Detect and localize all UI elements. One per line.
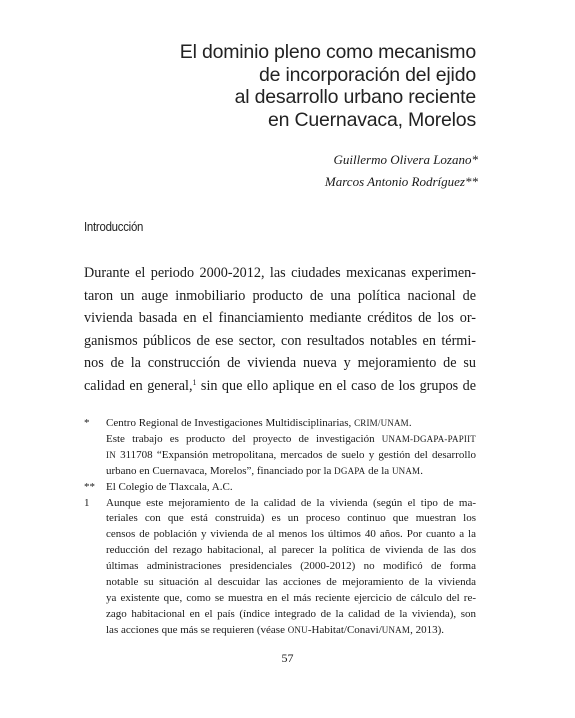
body-paragraph: [84, 262, 476, 398]
footnote-text: -Habitat/Conavi/: [307, 623, 382, 636]
footnote-line: notable su situación al descuidar las acciones de mejoramiento de la vivienda: [106, 576, 476, 589]
footnote-text: UNAM: [381, 624, 411, 635]
footnote-text: , 2013).: [410, 623, 445, 636]
footnote-text: Este trabajo es producto del proyecto de investigación: [106, 432, 382, 445]
footnote-text: urbano en Cuernavaca, Morelos”, financiado por la: [106, 464, 335, 477]
footnote: [84, 416, 476, 480]
title-line: El dominio pleno como mecanismo: [179, 41, 476, 63]
footnote-line: [106, 448, 476, 464]
footnote: [84, 480, 476, 496]
body-line: taron un auge inmobiliario producto de una política nacional de: [84, 287, 476, 304]
footnotes: [84, 416, 476, 639]
footnote-line: [106, 464, 476, 480]
author-name: Marcos Antonio Rodríguez**: [324, 174, 478, 189]
section-heading: Introducción: [84, 219, 144, 234]
footnote-text: DGAPA: [334, 465, 366, 476]
author-name: Guillermo Olivera Lozano*: [333, 152, 478, 167]
footnote-text: las acciones que más se requieren (véase: [106, 623, 288, 636]
page-number: 57: [281, 651, 294, 665]
footnote-text: .: [408, 417, 412, 429]
footnote-text: CRIM/UNAM: [354, 418, 409, 428]
footnote-line: zago habitacional en el país (índice integrado de la calidad de la vivienda), son: [106, 607, 476, 620]
footnote-mark: 1: [84, 496, 90, 509]
footnote: [84, 496, 476, 639]
footnote-line: [106, 432, 476, 448]
footnote-line: Aunque este mejoramiento de la calidad de la vivienda (según el tipo de ma-: [106, 496, 476, 509]
footnote-line: [106, 623, 476, 639]
footnote-line: teriales con que está construida) es un proceso continuo que muestran los: [106, 512, 476, 525]
body-line: ganismos públicos de ese sector, con resultados notables en térmi-: [84, 332, 476, 349]
footnote-text: UNAM: [391, 465, 421, 476]
footnote-mark: *: [84, 417, 90, 429]
body-line: vivienda basada en el financiamiento mediante créditos de los or-: [84, 310, 476, 327]
body-line: nos de la construcción de vivienda nueva y mejoramiento de su: [84, 355, 476, 372]
title-line: en Cuernavaca, Morelos: [267, 108, 476, 131]
title-line: al desarrollo urbano reciente: [234, 86, 476, 108]
body-text-span: calidad en general,: [84, 377, 193, 394]
footnote-text: Centro Regional de Investigaciones Multidisciplinarias,: [106, 417, 355, 429]
footnote-line: reducción del rezago habitacional, al parecer la política de vivienda de las dos: [106, 544, 476, 557]
footnote-text: 311708 “Expansión metropolitana, mercados de suelo y gestión del desarrollo: [115, 448, 476, 461]
footnote-line: [106, 416, 476, 432]
footnote-line: ya existente que, como se muestra en el más reciente ejercicio de cálculo del re-: [106, 591, 476, 604]
footnote-reference: 1: [192, 377, 197, 387]
body-line: [84, 375, 476, 398]
footnote-text: UNAM-DGAPA-PAPIIT: [381, 433, 476, 444]
footnote-line: últimas administraciones presidenciales (2000-2012) no modificó de forma: [106, 560, 476, 573]
footnote-text: ONU: [287, 624, 308, 635]
footnote-text: .: [420, 464, 423, 477]
body-line: Durante el periodo 2000-2012, las ciudades mexicanas experimen-: [84, 265, 476, 281]
footnote-mark: **: [84, 480, 95, 493]
body-text-span: sin que ello aplique en el caso de los grupos de: [196, 377, 476, 394]
title-line: de incorporación del ejido: [258, 63, 476, 86]
footnote-line: censos de población y vivienda de al menos los últimos 40 años. Por cuanto a la: [106, 528, 476, 541]
footnote-text: IN: [106, 449, 116, 460]
footnote-line: El Colegio de Tlaxcala, A.C.: [106, 480, 233, 493]
author-list: [325, 149, 478, 193]
footnote-text: de la: [365, 464, 392, 477]
article-title: [180, 41, 476, 131]
